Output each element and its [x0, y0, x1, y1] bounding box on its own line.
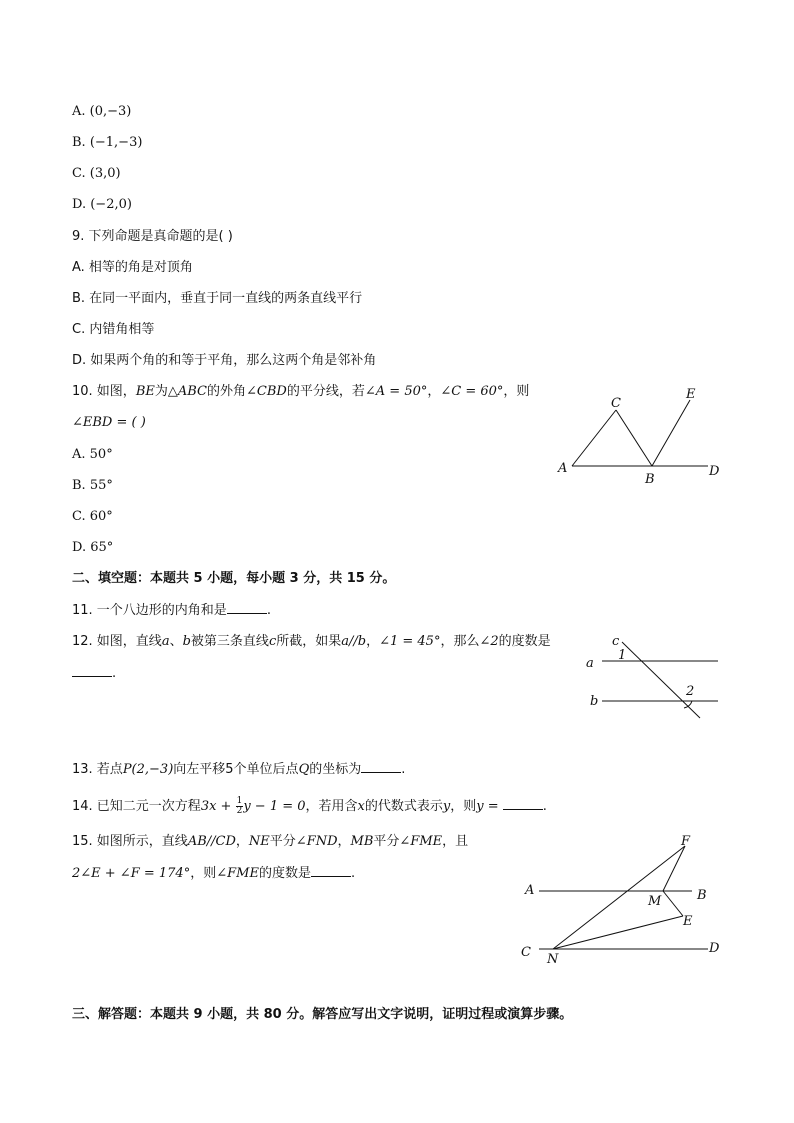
q13-answer-blank[interactable]: [361, 760, 401, 773]
q15-label-c: C: [521, 945, 531, 960]
q9-option-d: D. 如果两个角的和等于平角，那么这两个角是邻补角: [72, 353, 377, 368]
q15-answer-blank[interactable]: [311, 864, 351, 877]
section-2-header: 二、填空题：本题共 5 小题，每小题 3 分，共 15 分。: [72, 571, 396, 586]
q15-label-b: B: [697, 888, 707, 903]
q14-stem: 14. 已知二元一次方程3x + $\frac{1}{2}$ y − 1 = 0，若用含x的代数式表示y，则y = .: [72, 796, 547, 816]
q10-option-b: B. 55°: [72, 478, 113, 493]
q12-label-c: c: [612, 634, 620, 649]
q15-stem-line2: 2∠E + ∠F = 174°，则∠FME的度数是 .: [72, 866, 356, 881]
q10-stem-line1: 10. 如图，BE为△ABC的外角∠CBD的平分线，若∠A = 50°，∠C = 60°，则: [72, 384, 530, 399]
q15-segment-nf: [553, 846, 685, 949]
q15-label-e: E: [683, 914, 693, 929]
q8-option-d: D. (−2,0): [72, 197, 132, 212]
q15-label-n: N: [547, 952, 559, 967]
q8-option-c: C. (3,0): [72, 166, 121, 181]
q12-label-2: 2: [686, 684, 695, 699]
section-3-header: 三、解答题：本题共 9 小题，共 80 分。解答应写出文字说明，证明过程或演算步骤。: [72, 1007, 573, 1022]
q11-answer-blank[interactable]: [227, 601, 267, 614]
q12-label-1: 1: [618, 648, 627, 663]
q14-fraction: $\frac{1}{2}$: [236, 796, 243, 816]
q15-segment-me: [663, 891, 683, 916]
q10-figure: [550, 380, 730, 490]
q12-label-a: a: [586, 656, 594, 671]
q10-stem-line2: ∠EBD = ( ): [72, 415, 146, 430]
q10-label-a: A: [558, 461, 568, 476]
q10-label-c: C: [611, 396, 621, 411]
q10-ray-be: [652, 400, 690, 466]
q11-stem: 11. 一个八边形的内角和是 .: [72, 603, 271, 618]
q15-segment-ne: [553, 916, 683, 949]
q15-label-m: M: [648, 894, 662, 909]
q9-stem: 9. 下列命题是真命题的是( ): [72, 229, 233, 244]
q15-figure: [515, 830, 730, 970]
q8-option-b: B. (−1,−3): [72, 135, 143, 150]
q10-segment-ac: [572, 410, 616, 466]
q10-option-d: D. 65°: [72, 540, 114, 555]
q12-figure: [580, 632, 725, 724]
q15-label-d: D: [709, 941, 720, 956]
q12-label-b: b: [590, 694, 599, 709]
q10-label-e: E: [686, 387, 696, 402]
q9-option-a: A. 相等的角是对顶角: [72, 260, 193, 275]
q15-segment-fm: [663, 846, 685, 891]
q14-answer-blank[interactable]: [503, 797, 543, 810]
q9-option-b: B. 在同一平面内，垂直于同一直线的两条直线平行: [72, 291, 363, 306]
q15-label-a: A: [525, 883, 535, 898]
q12-answer-blank[interactable]: [72, 664, 112, 677]
q10-label-d: D: [709, 464, 720, 479]
q12-stem-line2: .: [72, 664, 116, 683]
q12-stem-line1: 12. 如图，直线a、b被第三条直线c所截，如果a//b，∠1 = 45°，那么∠2的度数是: [72, 634, 551, 649]
q13-stem: 13. 若点P(2,−3)向左平移5个单位后点Q的坐标为 .: [72, 762, 406, 777]
q10-segment-cb: [616, 410, 652, 466]
q15-label-f: F: [681, 834, 691, 849]
q10-option-a: A. 50°: [72, 447, 113, 462]
q10-option-c: C. 60°: [72, 509, 113, 524]
q10-label-b: B: [645, 472, 655, 487]
q9-option-c: C. 内错角相等: [72, 322, 155, 337]
q12-angle-2-arc: [684, 701, 692, 708]
q15-stem-line1: 15. 如图所示，直线AB//CD，NE平分∠FND，MB平分∠FME，且: [72, 834, 469, 849]
q8-option-a: A. (0,−3): [72, 104, 132, 119]
